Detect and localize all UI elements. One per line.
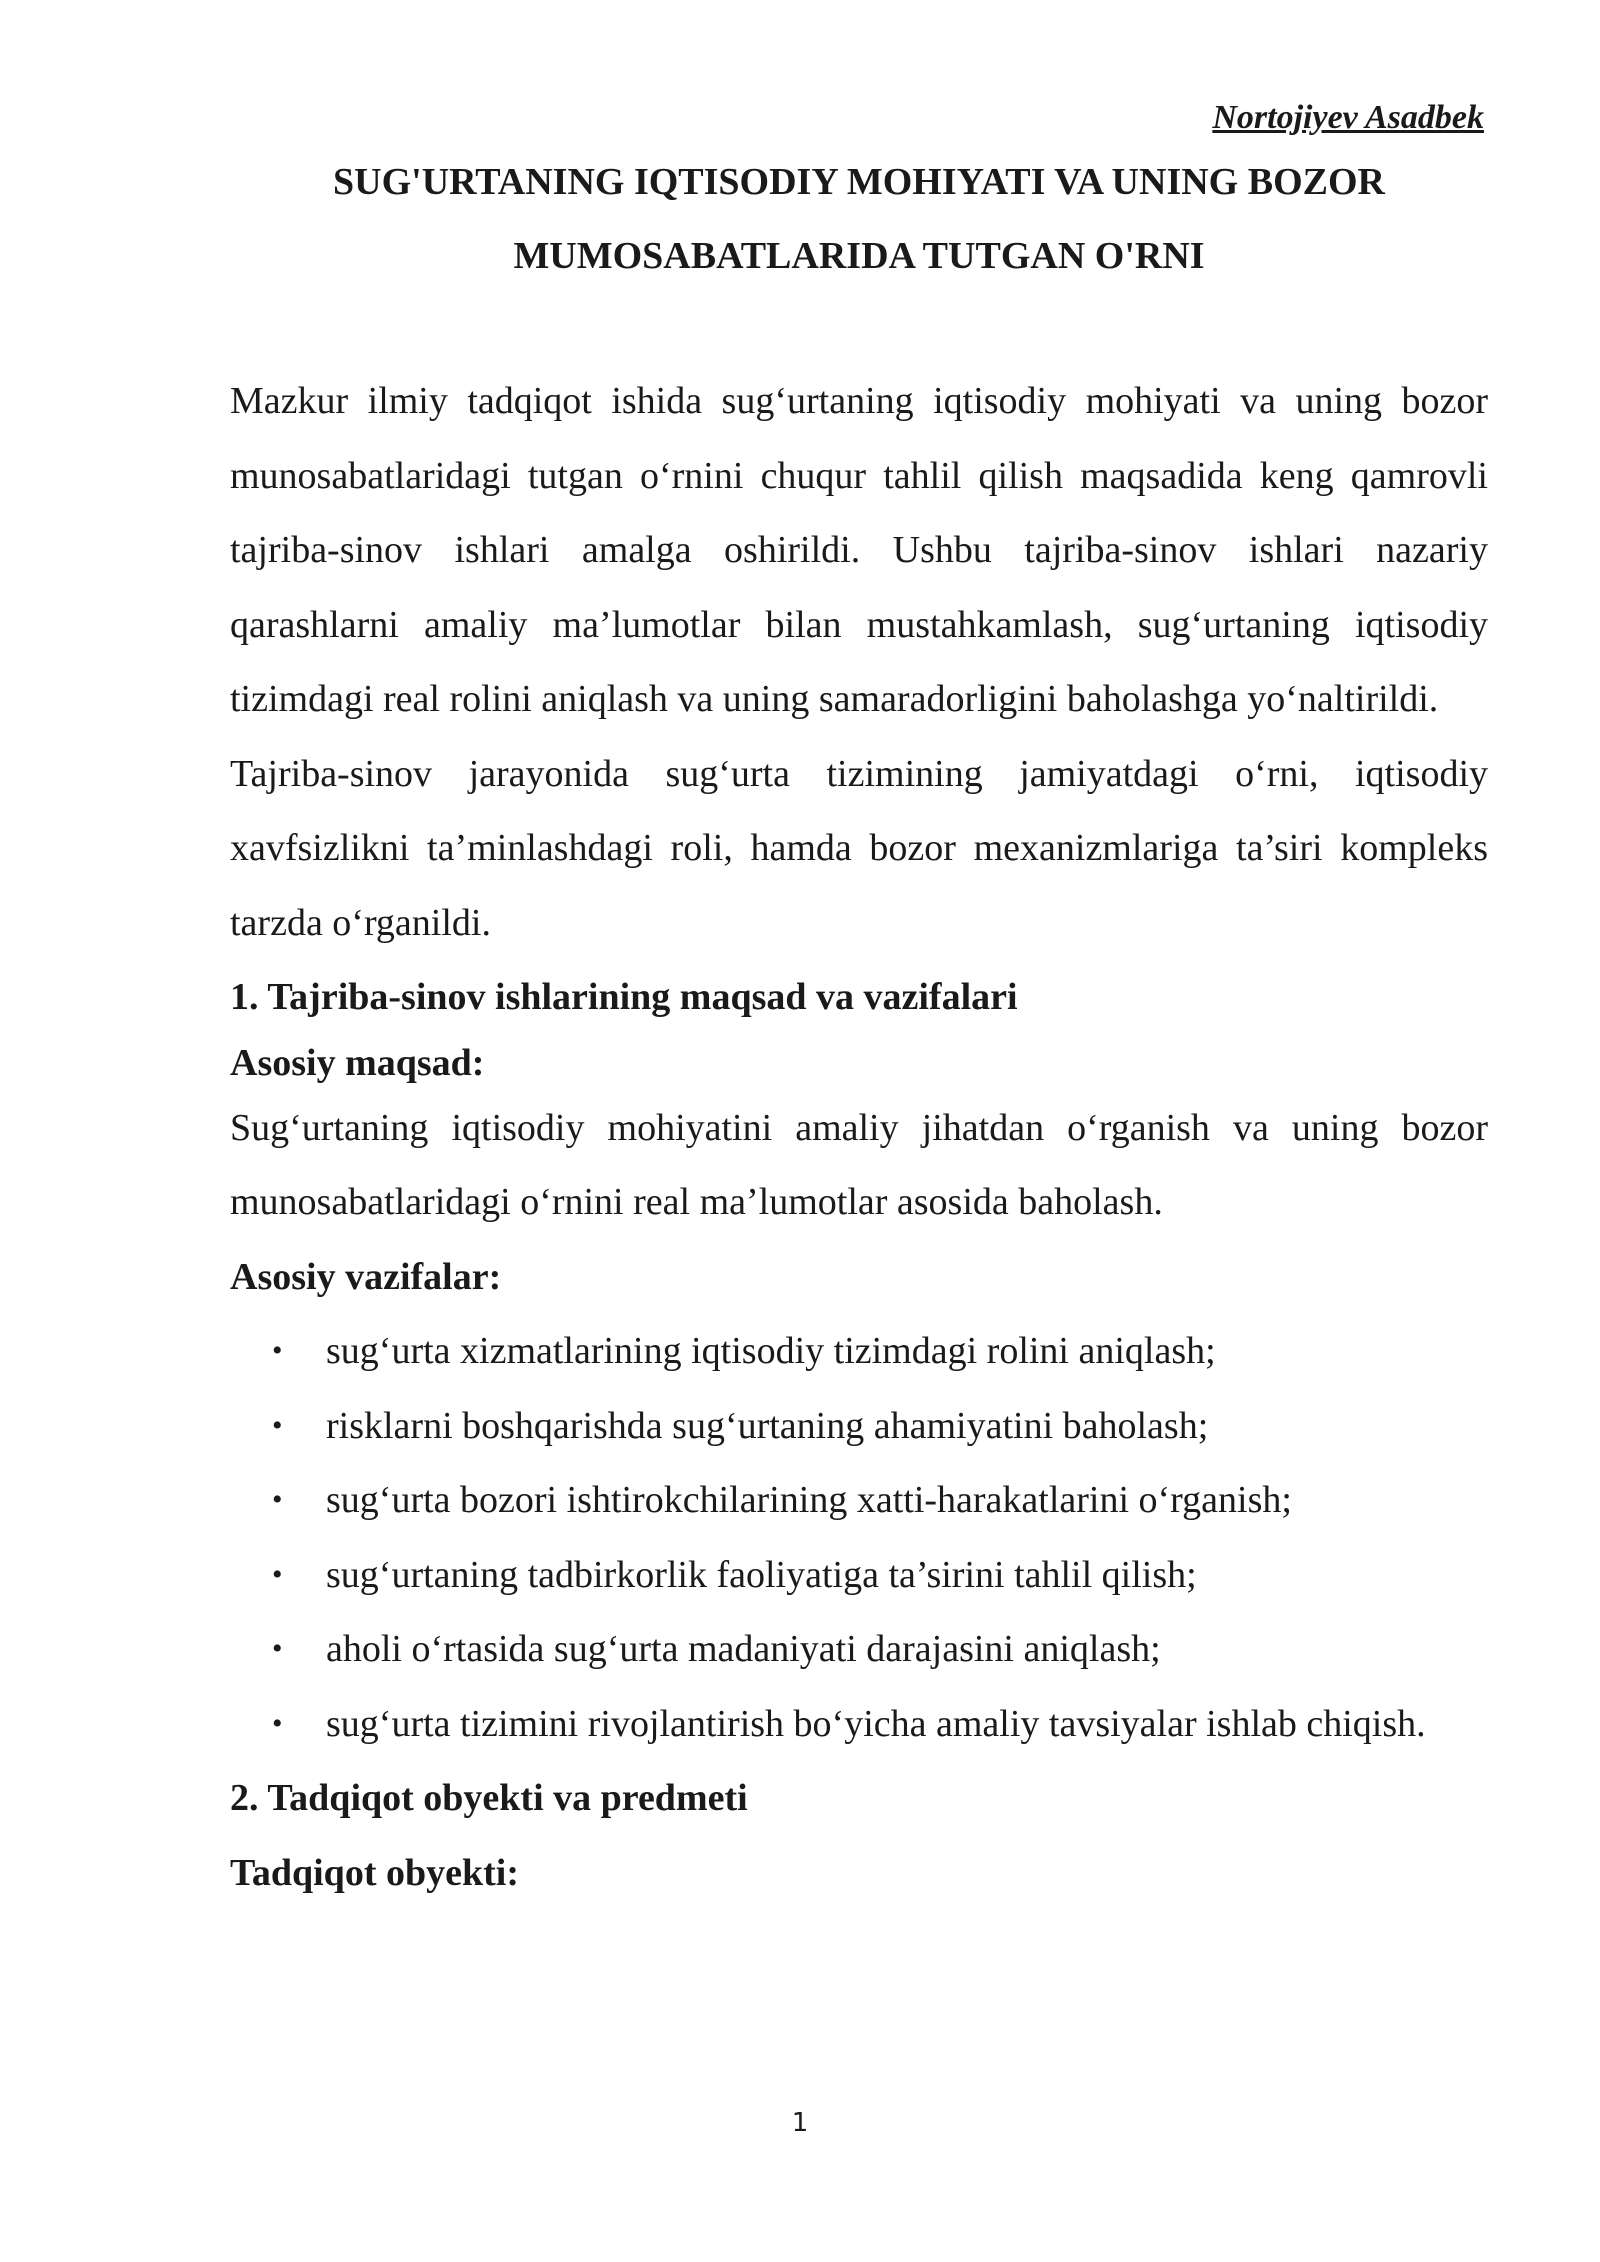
document-body (230, 364, 1488, 1910)
list-item-text: risklarni boshqarishda sug‘urtaning ahamiyatini baholash; (326, 1404, 1209, 1447)
list-item (230, 1463, 1488, 1538)
list-item-text: sug‘urtaning tadbirkorlik faoliyatiga ta’sirini tahlil qilish; (326, 1553, 1197, 1596)
process-paragraph: Tajriba-sinov jarayonida sug‘urta tizimining jamiyatdagi o‘rni, iqtisodiy xavfsizlikni ta’minlashdagi roli, hamda bozor mexanizmlariga ta’siri kompleks tarzda o‘rganildi. (230, 752, 1488, 944)
main-goal-heading: Asosiy maqsad: (230, 1041, 485, 1084)
page-number: 1 (791, 2108, 809, 2138)
tasks-list (230, 1314, 1488, 1761)
title-line-2: MUMOSABATLARIDA TUTGAN O'RNI (513, 235, 1205, 277)
list-item-text: sug‘urta bozori ishtirokchilarining xatti-harakatlarini o‘rganish; (326, 1479, 1292, 1521)
list-item-text: sug‘urta tizimini rivojlantirish bo‘yicha amaliy tavsiyalar ishlab chiqish. (326, 1702, 1426, 1745)
list-item (230, 1538, 1488, 1613)
section-2-heading: 2. Tadqiqot obyekti va predmeti (230, 1777, 748, 1819)
bullet-icon: • (272, 1334, 283, 1367)
list-item-text: aholi o‘rtasida sug‘urta madaniyati darajasini aniqlash; (326, 1628, 1161, 1670)
author-name: Nortojiyev Asadbek (1212, 99, 1484, 136)
title-line-1: SUG'URTANING IQTISODIY MOHIYATI VA UNING BOZOR (333, 161, 1385, 203)
bullet-icon: • (272, 1557, 283, 1591)
research-object-heading: Tadqiqot obyekti: (230, 1851, 519, 1894)
list-item (230, 1687, 1488, 1762)
list-item (230, 1314, 1488, 1389)
list-item (230, 1389, 1488, 1464)
bullet-icon: • (272, 1408, 283, 1442)
list-item-text: sug‘urta xizmatlarining iqtisodiy tizimdagi rolini aniqlash; (326, 1330, 1216, 1372)
bullet-icon: • (272, 1706, 283, 1740)
main-tasks-heading: Asosiy vazifalar: (230, 1255, 502, 1298)
document-title (230, 145, 1488, 293)
main-goal-text: Sug‘urtaning iqtisodiy mohiyatini amaliy jihatdan o‘rganish va uning bozor munosabatlaridagi o‘rnini real ma’lumotlar asosida baholash. (230, 1106, 1488, 1223)
intro-paragraph: Mazkur ilmiy tadqiqot ishida sug‘urtaning iqtisodiy mohiyati va uning bozor munosabatlaridagi tutgan o‘rnini chuqur tahlil qilish maqsadida keng qamrovli tajriba-sinov ishlari amalga oshirildi. Ushbu tajriba-sinov ishlari nazariy qarashlarni amaliy ma’lumotlar bilan mustahkamlash, sug‘urtaning iqtisodiy tizimdagi real rolini aniqlash va uning samaradorligini baholashga yo‘naltirildi. (230, 380, 1488, 720)
bullet-icon: • (272, 1632, 283, 1665)
section-1-heading: 1. Tajriba-sinov ishlarining maqsad va vazifalari (230, 976, 1018, 1018)
list-item (230, 1612, 1488, 1687)
bullet-icon: • (272, 1483, 283, 1516)
